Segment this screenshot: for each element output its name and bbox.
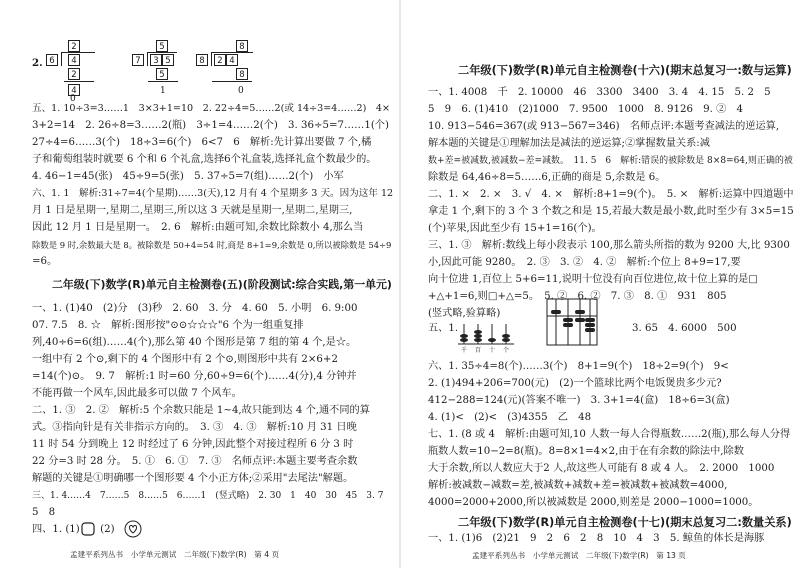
answer-line: 子和葡萄组装时就要 6 个和 6 个礼盒,选择6个礼盒装,选择礼盒个数最少的。 [32,154,377,165]
divisor-cell: 8 [196,54,208,66]
answer-line: (竖式略,验算略) [428,308,501,319]
answer-line: 四、1. (1) (2) [32,524,115,535]
answer-line: 412−288=124(元)(答案不唯一) 3. 3+1=4(盒) 18÷6=3(盒) [428,395,730,406]
divisor-cell: 7 [132,54,144,66]
abacus-figure-2 [546,298,598,348]
answer-line: 一、1. 4008 千 2. 10000 46 3300 3400 3. 4 4. 15 5. 2 5 [428,87,771,98]
answer-line: 五、1. [428,323,459,334]
answer-line: 大于余数,所以人数应大于2 人,故这些人可能有 8 或 4 人。 2. 2000 1000 [428,463,775,474]
answer-line: 3. 65 4. 6000 500 [632,323,737,334]
answer-line: 解本题的关键是①理解加法是减法的逆运算;②掌握数量关系:减 [428,138,710,149]
answer-line: 10. 913−546=367(或 913−567=346) 名师点评:本题考查减法的逆运算, [428,121,780,132]
answer-line: 一、1. (1)40 (2)分 (3)秒 2. 60 3. 分 4. 60 5. 小明 6. 9:00 [32,303,358,314]
dividend-cell: 4 [226,54,238,66]
heart-icon [124,520,142,538]
abacus-label: 十 [489,347,496,354]
remainder-cell: 4 [68,84,80,96]
answer-line: 三、1. 4……4 7……5 8……5 6……1 (竖式略) 2. 30 1 40 30 45 3. 7 [32,491,384,501]
product-cell: 2 [68,68,80,80]
answer-line: 5 9 6. (1)410 (2)1000 7. 9500 1000 8. 9126 9. ② 4 [428,104,743,115]
dividend-cell: 4 [68,54,80,66]
answer-line: 除数是 9 时,余数最大是 8。被除数是 50+4=54 时,商是 8+1=9,余数是 0,所以被除数是 54÷9 [32,240,392,250]
right-page [400,0,800,568]
answer-line: 22 分=3 时 28 分。 5. ① 6. ① 7. ③ 名师点评:本题主要考查余数 [32,456,358,467]
division-figure-2 [132,40,182,100]
answer-line: 11 时 54 分到晚上 12 时经过了 6 分钟,因此整个对接过程所 6 分 3 时 [32,439,354,450]
answer-line: 三、1. ③ 解析:数线上每小段表示 100,那么箭头所指的数为 9200 大,比 9300 [428,240,790,251]
answer-line: 2. (1)494+206=700(元) (2)一个篮球比两个电饭煲贵多少元? [428,378,722,389]
answer-line: 六、1. 35÷4=8(个)……3(个) 8+1=9(个) 18÷2=9(个) 9< [428,361,729,372]
remainder-value: 1 [160,86,166,96]
answer-line: 六、1. 1 解析:31÷7=4(个星期)……3(天),12 月有 4 个星期多 3 天。因为这年 12 [32,188,394,199]
answer-line: 二、1. ③ 2. ② 解析:5 个余数只能是 1~4,故只能到达 4 个,通不同的算 [32,405,370,416]
dividend-cell: 2 [214,54,226,66]
abacus-label: 个 [503,347,510,354]
answer-line: 27÷4=6……3(个) 18÷3=6(个) 6<7 6 解析:先计算出要做 7 个,橘 [32,137,372,148]
dividend-cell: 3 [150,54,162,66]
answer-line: =6。 [32,256,58,267]
product-cell: 5 [156,68,168,80]
dividend-cell: 5 [162,54,174,66]
answer-line: 4. (1)< (2)< (3)4355 乙 48 [428,412,592,423]
remainder-value: 0 [238,86,244,96]
answer-line: 一、1. (1)6 (2)21 9 2 6 2 8 10 4 3 5. 鲸鱼的体长是海豚 [428,533,765,544]
answer-line: 二、1. × 2. × 3. √ 4. × 解析:8+1=9(个)。 5. × 解析:运算中四道题中 [428,189,794,200]
answer-line: 月 1 日是星期一,星期二,星期三,所以这 3 天就是星期一,星期二,星期三, [32,205,353,216]
answer-line: +△+1=6,则□+△=5。 5. ② 6. ② 7. ③ 8. ① 931 805 [428,291,727,302]
abacus-figure-1 [458,320,516,352]
answer-line: 式。③指向针是有关非指示方向的。 3. ③ 4. ③ 解析:10 月 31 日晚 [32,422,357,433]
answer-line: 4000=2000+2000,所以被减数是 2000,则差是 2000−1000=1000。 [428,497,759,508]
answer-line: 五、1. 10÷3=3……1 3×3+1=10 2. 22÷4=5……2(或 14÷3=4……2) 4× [32,103,391,114]
page-footer: 孟建平系列丛书 小学单元测试 二年级(下)数学(R) 第 4 页 [70,550,280,559]
answer-line: 3+2=14 2. 26÷8=3……2(瓶) 3÷1=4……2(个) 3. 36÷5=7……1(个) [32,120,389,131]
answer-line: 4. 46−1=45(张) 45÷9=5(张) 5. 37÷5=7(组)……2(个) 小军 [32,171,344,182]
answer-line: 一组中有 2 个⊙,剩下的 4 个图形中有 2 个⊙,则图形中共有 2×6+2 [32,354,338,365]
division-label: 2. [32,57,43,69]
answer-line: 拿走 1 个,剩下的 3 个 3 个数之和是 15,若最大数是最小数,此时至少有 3×5=15 [428,206,794,217]
rounded-square-icon [80,521,96,537]
answer-line: (个)苹果,因此至少有 15+1=16(个)。 [428,223,602,234]
quotient-cell: 8 [236,40,248,52]
section-title: 二年级(下)数学(R)单元自主检测卷(五)(阶段测试:综合实践,第一单元) [52,278,392,291]
answer-line: 瓶数人数=10−2=8(瓶)。8=8×1=4×2,由于在有余数的除法中,除数 [428,446,744,457]
answer-line: 因此 12 月 1 日是星期一。 2. 6 解析:由题可知,余数比除数小 4,那么当 [32,222,364,233]
answer-line: 向十位进 1,百位上 5+6=11,说明十位没有向百位进位,故十位上算的是□ [428,274,758,285]
division-figure-3 [196,40,256,100]
divisor-cell: 6 [46,54,58,66]
quotient-cell: 5 [156,40,168,52]
answer-line: 数+差=被减数,被减数−差=减数。 11. 5 6 解析:错误的被除数是 8×8=64,则正确的被 [428,156,793,166]
answer-line: 解题的关键是①明确哪一个图形要 4 个小正方体;②采用"去尾法"解题。 [32,473,354,484]
page-footer: 孟建平系列丛书 小学单元测试 二年级(下)数学(R) 第 13 页 [472,551,686,560]
answer-line: 列,40÷6=6(组)……4(个),那么第 40 个图形是第 7 组的第 4 个,是☆。 [32,337,357,348]
abacus-label: 千 [461,347,468,354]
answer-line: 解析:被减数−减数=差,被减数+减数+差=被减数+被减数=4000, [428,480,728,491]
answer-line: 七、1. (8 或 4 解析:由题可知,10 人数一每人合得瓶数……2(瓶),那么每人分得 [428,429,791,440]
division-figure-1 [46,40,96,104]
answer-line: 5 8 [32,507,56,518]
product-cell: 8 [236,68,248,80]
answer-line: 07. 7.5 8. ☆ 解析:图形按"⊙⊙☆☆☆"6 个为一组重复排 [32,320,304,331]
section-title: 二年级(下)数学(R)单元自主检测卷(十六)(期末总复习一:数与运算) [458,64,792,77]
quotient-cell: 2 [68,40,80,52]
abacus-label: 百 [475,347,482,354]
answer-line: =14(个)⊙。 9. 7 解析:1 时=60 分,60÷9=6(个)……4(分),4 分钟并 [32,371,357,382]
remainder-value: 0 [70,94,76,104]
answer-line: 小,因此可能 9280。 2. ③ 3. ② 4. ② 解析:个位上 8+9=17,要 [428,257,741,268]
answer-line: 除数是 64,46÷8=5……6,正确的商是 5,余数是 6。 [428,172,666,183]
section-title: 二年级(下)数学(R)单元自主检测卷(十七)(期末总复习二:数量关系) [458,516,792,529]
answer-line: 不能再做一个风车,因此最多可以做 7 个风车。 [32,388,242,399]
